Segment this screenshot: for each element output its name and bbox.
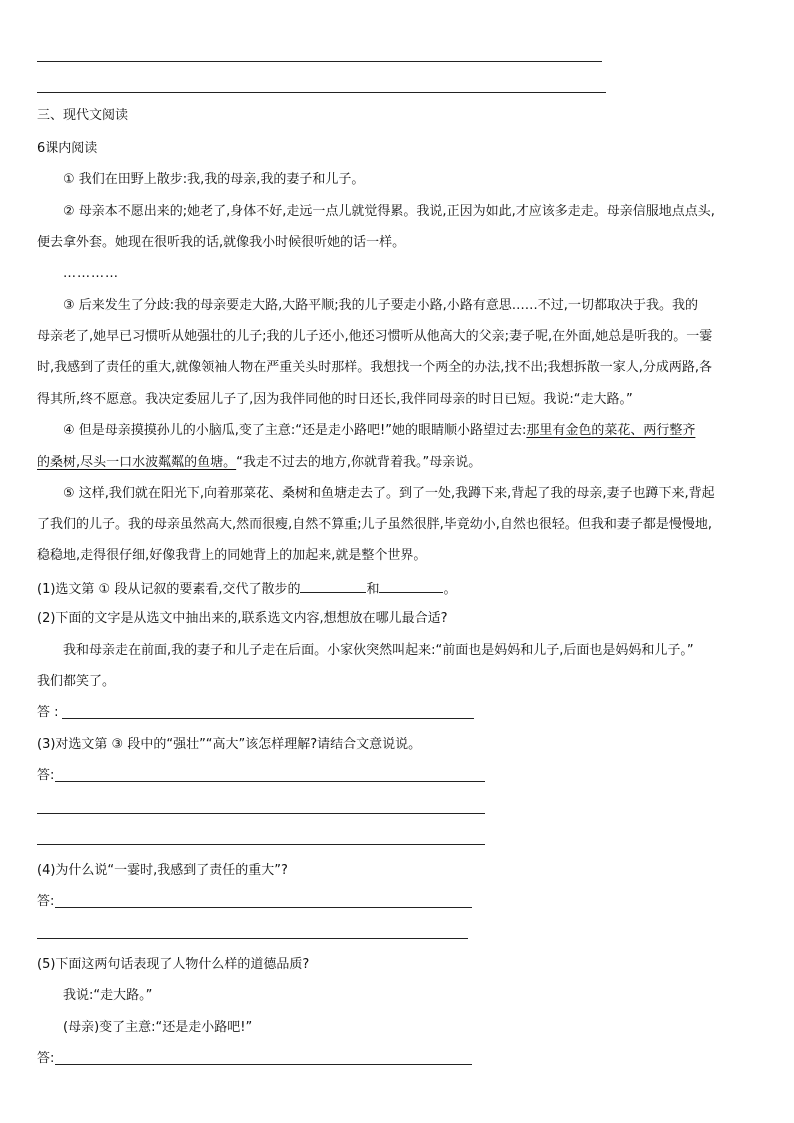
answer-line[interactable] <box>37 938 468 939</box>
section-title: 三、现代文阅读 <box>37 108 129 123</box>
paragraph-5-line-2: 了我们的儿子。我的母亲虽然高大,然而很瘦,自然不算重;儿子虽然很胖,毕竟幼小,自然也很轻。但我和妻子都是慢慢地, <box>37 517 713 532</box>
paragraph-4-line-1 <box>63 423 695 439</box>
answer-line[interactable] <box>55 907 472 908</box>
paragraph-3-line-3: 时,我感到了责任的重大,就像领袖人物在严重关头时那样。我想找一个两全的办法,找不出;我想拆散一家人,分成两路,各 <box>37 360 713 375</box>
answer-label: 答: <box>37 1051 55 1066</box>
question-heading: 6课内阅读 <box>37 141 98 156</box>
paragraph-5-line-3: 稳稳地,走得很仔细,好像我背上的同她背上的加起来,就是整个世界。 <box>37 548 427 563</box>
answer-line[interactable] <box>55 781 485 782</box>
question-2-quote-line-1: 我和母亲走在前面,我的妻子和儿子走在后面。小家伙突然叫起来:“前面也是妈妈和儿子,后面也是妈妈和儿子。” <box>63 643 694 658</box>
paragraph-4-text: “我走不过去的地方,你就背着我。”母亲说。 <box>236 455 482 470</box>
paragraph-1: ① 我们在田野上散步:我,我的母亲,我的妻子和儿子。 <box>63 172 365 187</box>
answer-line[interactable] <box>55 1064 472 1065</box>
question-1-text: (1)选文第 ① 段从记叙的要素看,交代了散步的 <box>37 582 301 597</box>
paragraph-3-line-4: 得其所,终不愿意。我决定委屈儿子了,因为我伴同他的时日还长,我伴同母亲的时日已短。我说:“走大路。” <box>37 392 633 407</box>
paragraph-4-line-2 <box>37 455 481 471</box>
question-2: (2)下面的文字是从选文中抽出来的,联系选文内容,想想放在哪儿最合适? <box>37 611 448 626</box>
paragraph-2-line-1: ② 母亲本不愿出来的;她老了,身体不好,走远一点儿就觉得累。我说,正因为如此,才应该多走走。母亲信服地点点头, <box>63 204 715 219</box>
answer-label: 答: <box>37 894 55 909</box>
question-1 <box>37 580 457 598</box>
question-5-quote-line-1: 我说:“走大路。” <box>63 988 153 1003</box>
question-2-quote-line-2: 我们都笑了。 <box>37 674 116 689</box>
paragraph-3-line-2: 母亲老了,她早已习惯听从她强壮的儿子;我的儿子还小,他还习惯听从他高大的父亲;妻子呢,在外面,她总是听我的。一霎 <box>37 329 713 344</box>
question-5: (5)下面这两句话表现了人物什么样的道德品质? <box>37 957 310 972</box>
paragraph-2-line-2: 便去拿外套。她现在很听我的话,就像我小时候很听她的话一样。 <box>37 235 406 250</box>
paragraph-5-line-1: ⑤ 这样,我们就在阳光下,向着那菜花、桑树和鱼塘走去了。到了一处,我蹲下来,背起了我的母亲,妻子也蹲下来,背起 <box>63 486 715 501</box>
answer-label: 答: <box>37 768 55 783</box>
question-3: (3)对选文第 ③ 段中的“强壮”“高大”该怎样理解?请结合文意说说。 <box>37 737 422 752</box>
answer-line[interactable] <box>37 844 485 845</box>
fill-blank-1[interactable] <box>300 580 366 593</box>
ellipsis: ………… <box>63 266 119 281</box>
underlined-sentence: 的桑树,尽头一口水波粼粼的鱼塘。 <box>37 455 237 470</box>
answer-line[interactable] <box>62 718 474 719</box>
answer-label: 答 : <box>37 705 59 720</box>
answer-line[interactable] <box>37 813 485 814</box>
question-5-quote-line-2: (母亲)变了主意:“还是走小路吧!” <box>63 1020 253 1035</box>
paragraph-4-text: ④ 但是母亲摸摸孙儿的小脑瓜,变了主意:“还是走小路吧!”她的眼睛顺小路望过去: <box>63 423 527 438</box>
underlined-sentence: 那里有金色的菜花、两行整齐 <box>526 423 696 438</box>
answer-line <box>37 61 602 62</box>
paragraph-3-line-1: ③ 后来发生了分歧:我的母亲要走大路,大路平顺;我的儿子要走小路,小路有意思……不过,一切都取决于我。我的 <box>63 298 698 313</box>
question-1-and: 和 <box>366 582 380 597</box>
fill-blank-2[interactable] <box>379 580 443 593</box>
answer-line <box>37 92 606 93</box>
question-1-end: 。 <box>443 582 457 597</box>
question-4: (4)为什么说“一霎时,我感到了责任的重大”? <box>37 863 288 878</box>
